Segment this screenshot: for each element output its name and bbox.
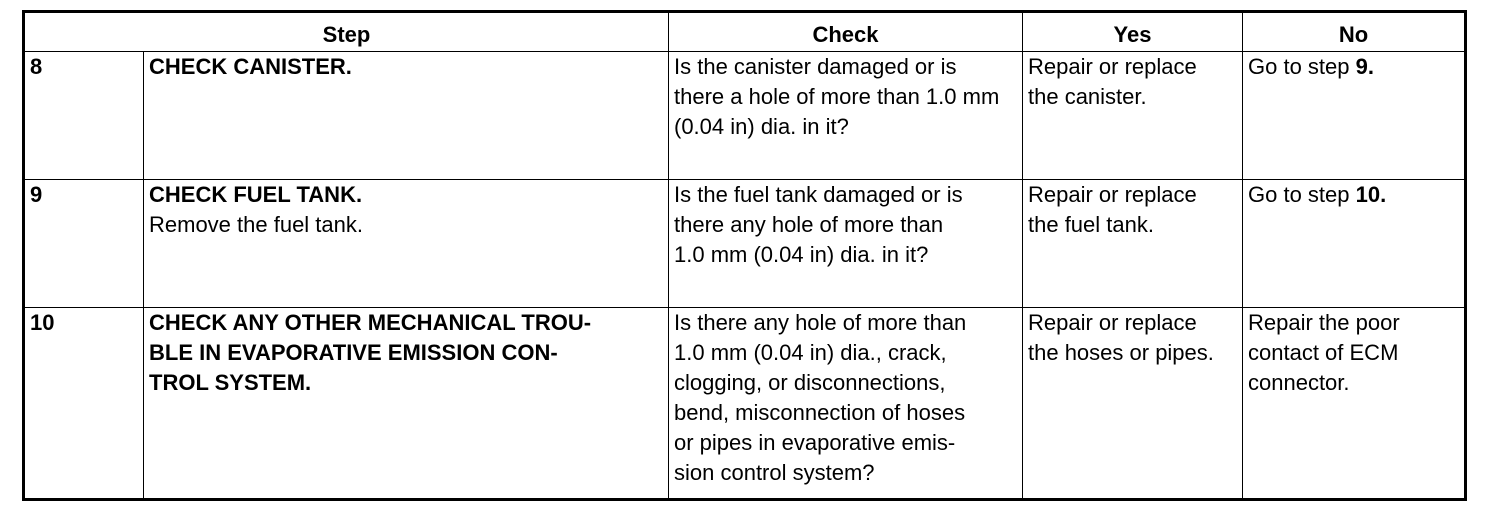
check-cell xyxy=(669,180,1023,308)
step-cell xyxy=(144,180,669,308)
step-description: Remove the fuel tank. xyxy=(149,212,364,237)
no-cell xyxy=(1243,52,1466,180)
diagnostic-table xyxy=(22,10,1467,501)
yes-text: Repair or replace the fuel tank. xyxy=(1028,182,1197,237)
header-check: Check xyxy=(669,12,1023,52)
table-row xyxy=(24,308,1466,500)
step-number: 10 xyxy=(24,308,144,500)
check-cell xyxy=(669,308,1023,500)
no-cell xyxy=(1243,308,1466,500)
no-text-prefix: Go to step xyxy=(1248,182,1356,207)
yes-cell xyxy=(1023,52,1243,180)
check-cell xyxy=(669,52,1023,180)
yes-cell xyxy=(1023,308,1243,500)
step-title: CHECK CANISTER. xyxy=(149,54,352,79)
yes-text: Repair or replace the hoses or pipes. xyxy=(1028,310,1214,365)
step-number: 8 xyxy=(24,52,144,180)
no-step-ref: 10. xyxy=(1355,182,1387,207)
table-header-row xyxy=(24,12,1466,52)
check-text: Is the fuel tank damaged or is there any hole of more than 1.0 mm (0.04 in) dia. in it? xyxy=(674,182,963,267)
no-text-prefix: Go to step xyxy=(1248,54,1356,79)
table-row xyxy=(24,52,1466,180)
no-cell xyxy=(1243,180,1466,308)
header-step: Step xyxy=(24,12,669,52)
no-text: Repair the poor contact of ECM connector. xyxy=(1248,310,1400,395)
step-title: CHECK ANY OTHER MECHANICAL TROU- BLE IN EVAPORATIVE EMISSION CON- TROL SYSTEM. xyxy=(149,310,592,395)
header-no: No xyxy=(1243,12,1466,52)
step-title: CHECK FUEL TANK. xyxy=(149,182,363,207)
step-cell xyxy=(144,52,669,180)
header-yes: Yes xyxy=(1023,12,1243,52)
yes-text: Repair or replace the canister. xyxy=(1028,54,1197,109)
no-step-ref: 9. xyxy=(1355,54,1374,79)
check-text: Is the canister damaged or is there a hole of more than 1.0 mm (0.04 in) dia. in it? xyxy=(674,54,1000,139)
step-cell xyxy=(144,308,669,500)
check-text: Is there any hole of more than 1.0 mm (0.04 in) dia., crack, clogging, or disconnections, bend, misconnection of hoses or pipes in evaporative emis- sion control system? xyxy=(674,310,967,485)
table-row xyxy=(24,180,1466,308)
yes-cell xyxy=(1023,180,1243,308)
step-number: 9 xyxy=(24,180,144,308)
diagnostic-document xyxy=(22,10,1464,501)
